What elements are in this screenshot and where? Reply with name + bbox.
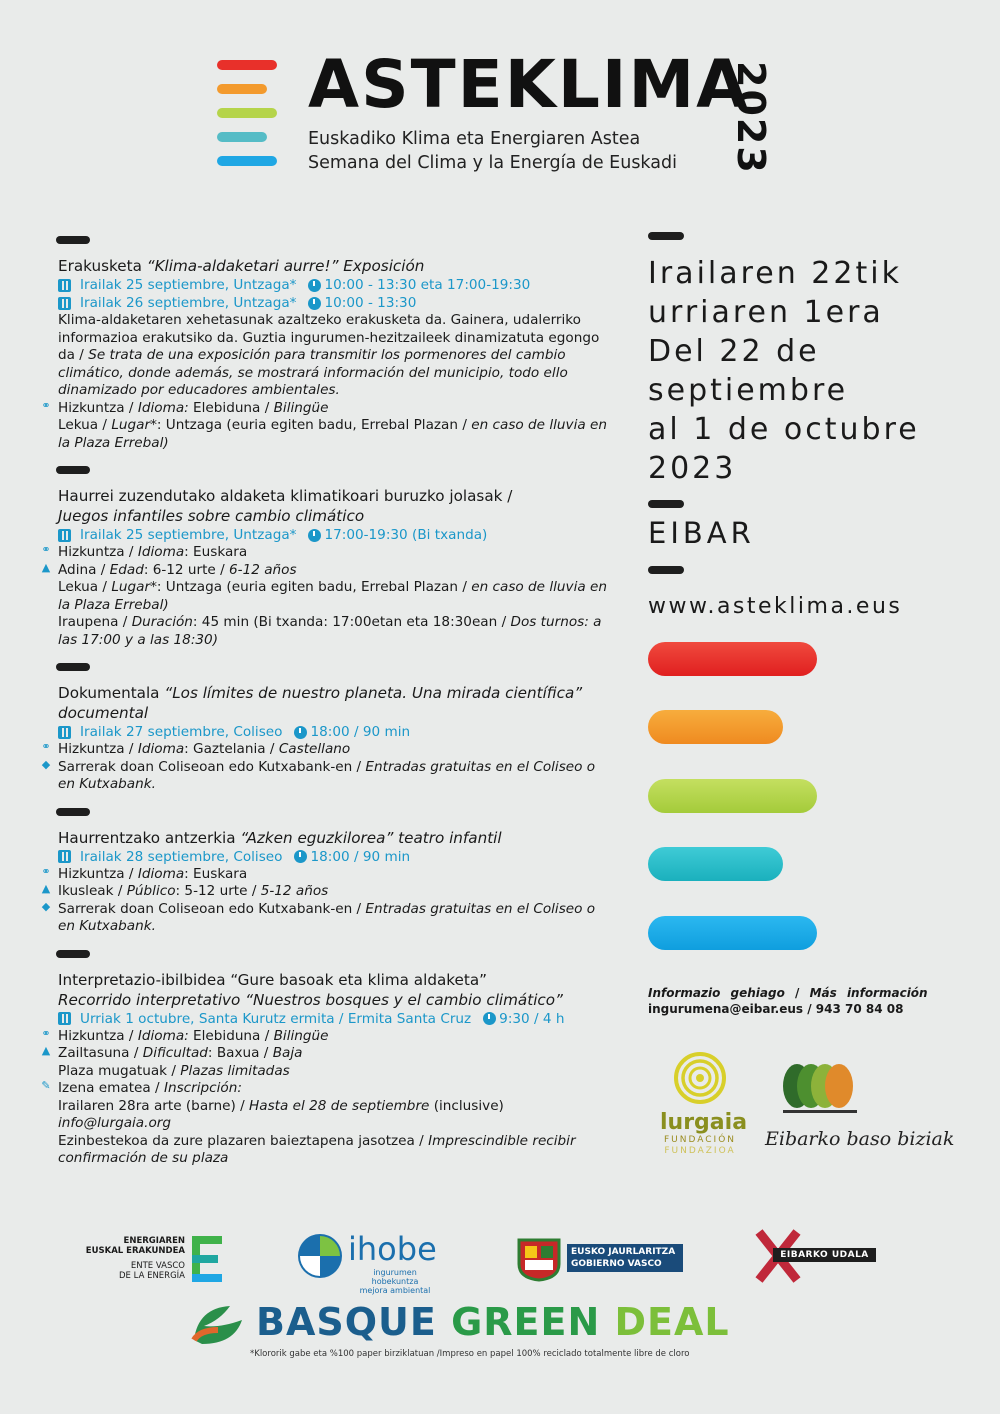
event-divider [56,808,90,816]
people-icon: ▲ [41,882,51,895]
logo-bar-blue [217,156,277,166]
city-name: EIBAR [648,516,755,550]
language-icon: ⚭ [41,1026,51,1040]
event-date-row: Irailak 28 septiembre, Coliseo 18:00 / 90 min [80,848,608,866]
clock-icon [294,726,307,739]
event-limited: Plaza mugatuak / Plazas limitadas [58,1062,290,1079]
event-theatre [41,828,608,936]
calendar-icon [58,1012,71,1025]
event-age: ▲ Adina / Edad: 6-12 urte / 6-12 años [41,560,297,578]
ticket-icon: ◆ [41,757,51,771]
color-pill-red [648,642,817,676]
event-email[interactable]: info@lurgaia.org [58,1115,171,1131]
event-difficulty: ▲ Zailtasuna / Dificultad: Baxua / Baja [41,1044,303,1061]
clock-icon [294,850,307,863]
event-title: Dokumentala “Los límites de nuestro planeta. Una mirada científica” documental [58,684,583,722]
language-icon: ⚭ [41,543,51,556]
right-divider [648,500,684,508]
eibarko-baso-biziak-logo: Eibarko baso biziak [765,1058,955,1150]
clock-icon [308,297,321,310]
event-exhibition [41,256,608,452]
language-icon: ⚭ [41,864,51,878]
spiral-icon [665,1050,735,1106]
clock-icon [308,529,321,542]
contact-info[interactable]: ingurumena@eibar.eus / 943 70 84 08 [648,1002,904,1016]
gobierno-vasco-logo: EUSKO JAURLARITZA GOBIERNO VASCO [515,1238,685,1286]
ihobe-mark-icon [296,1232,344,1280]
color-pill-blue [648,916,817,950]
language-icon: ⚭ [41,398,51,412]
event-deadline: Irailaren 28ra arte (barne) / Hasta el 28 de septiembre (inclusive) [58,1097,504,1114]
logo-bar-teal [217,132,267,142]
right-divider [648,566,684,574]
events-list [41,236,608,1182]
event-date-row: Irailak 26 septiembre, Untzaga* 10:00 - 13:30 [80,294,608,312]
mountain-icon: ▲ [41,1044,51,1057]
event-language: ⚭ Hizkuntza / Idioma: Elebiduna / Bilingüe [41,1026,329,1044]
event-registration: ✎ Izena ematea / Inscripción: [41,1079,242,1096]
basque-green-deal-logo: BASQUE GREEN DEAL [190,1300,750,1350]
right-divider [648,232,684,240]
event-date-row: Urriak 1 octubre, Santa Kurutz ermita / Ermita Santa Cruz 9:30 / 4 h [80,1010,608,1028]
event-description: Klima-aldaketaren xehetasunak azaltzeko erakusketa da. Gainera, udalerriko informazioa erakutsiko da. Guztia ingurumen-hezitzaileek dinamizatuta egongo da / Se trata de una exposición para transmitir los pormenores del cambio climático, donde además, se mostrará información del municipio, todo ello dinamizado por educadores ambientales. [58,312,600,398]
event-date-row: Irailak 27 septiembre, Coliseo 18:00 / 90 min [80,723,608,741]
calendar-icon [58,297,71,310]
event-place: Lekua / Lugar*: Untzaga (euria egiten badu, Errebal Plazan / en caso de lluvia en la Plaza Errebal) [58,417,607,451]
calendar-icon [58,726,71,739]
event-games [41,486,608,649]
ticket-icon: ◆ [41,899,51,913]
logo-bar-orange [217,84,267,94]
event-language: ⚭ Hizkuntza / Idioma: Elebiduna / Bilingüe [41,398,329,416]
brand-subtitle-es: Semana del Clima y la Energía de Euskadi [308,153,677,173]
eibarko-udala-logo: EIBARKO UDALA [755,1228,880,1284]
event-language: ⚭ Hizkuntza / Idioma: Euskara [41,864,248,882]
color-pill-orange [648,710,783,744]
event-confirmation: Ezinbestekoa da zure plazaren baieztapena jasotzea / Imprescindible recibir confirmación de su plaza [58,1132,576,1166]
event-divider [56,663,90,671]
more-info: Informazio gehiago / Más información ingurumena@eibar.eus / 943 70 84 08 [648,985,948,1017]
calendar-icon [58,529,71,542]
event-date-row: Irailak 25 septiembre, Untzaga* 10:00 - 13:30 eta 17:00-19:30 [80,276,608,294]
brand-subtitle [308,127,677,175]
brand-subtitle-eu: Euskadiko Klima eta Energiaren Astea [308,129,641,149]
event-place: Lekua / Lugar*: Untzaga (euria egiten badu, Errebal Plazan / en caso de lluvia en la Plaza Errebal) [58,579,607,613]
website-link[interactable]: www.asteklima.eus [648,594,903,619]
date-panel [648,232,968,619]
trees-icon [775,1058,865,1118]
coat-of-arms-icon [515,1238,563,1282]
lurgaia-logo: lurgaia FUNDACIÓN FUNDAZIOA [660,1050,740,1157]
event-language: ⚭ Hizkuntza / Idioma: Euskara [41,543,248,560]
event-divider [56,950,90,958]
event-tickets: ◆ Sarrerak doan Coliseoan edo Kutxabank-en / Entradas gratuitas en el Coliseo o en Kutxabank. [41,757,596,792]
calendar-icon [58,850,71,863]
language-icon: ⚭ [41,740,51,753]
event-divider [56,466,90,474]
color-pill-teal [648,847,783,881]
event-duration: Iraupena / Duración: 45 min (Bi txanda: 17:00etan eta 18:30ean / Dos turnos: a las 17:00 y a las 18:30) [58,614,602,648]
event-title: Interpretazio-ibilbidea “Gure basoak eta klima aldaketa” Recorrido interpretativo “Nuestros bosques y el cambio climático” [58,970,563,1009]
event-title: Haurrentzako antzerkia “Azken eguzkilorea” teatro infantil [58,828,502,847]
event-title: Haurrei zuzendutako aldaketa klimatikoari buruzko jolasak / Juegos infantiles sobre cambio climático [58,487,513,525]
clock-icon [483,1012,496,1025]
pen-icon: ✎ [41,1079,51,1092]
event-date-row: Irailak 25 septiembre, Untzaga* 17:00-19:30 (Bi txanda) [80,526,608,544]
footnote: *Klororik gabe eta %100 paper birziklatuan /Impreso en papel 100% reciclado totalmente libre de cloro [250,1349,690,1359]
event-documentary [41,683,608,794]
brand-year: 2023 [729,61,773,175]
calendar-icon [58,279,71,292]
logo-bar-green [217,108,277,118]
event-tickets: ◆ Sarrerak doan Coliseoan edo Kutxabank-en / Entradas gratuitas en el Coliseo o en Kutxabank. [41,899,596,934]
logo-bar-red [217,60,277,70]
event-title: Erakusketa “Klima-aldaketari aurre!” Exposición [58,257,425,275]
event-language: ⚭ Hizkuntza / Idioma: Gaztelania / Castellano [41,740,351,757]
event-divider [56,236,90,244]
event-route [41,970,608,1168]
leaf-icon [190,1300,246,1348]
festival-dates: Irailaren 22tik urriaren 1era Del 22 de septiembre al 1 de octubre 2023 [648,256,920,486]
event-audience: ▲ Ikusleak / Público: 5-12 urte / 5-12 años [41,882,329,899]
color-pill-green [648,779,817,813]
clock-icon [308,279,321,292]
asteklima-logo-bars [217,60,279,180]
brand-title: ASTEKLIMA [308,46,750,123]
ihobe-logo: ihobe ingurumen hobekuntza mejora ambiental [296,1232,446,1284]
people-icon: ▲ [41,560,51,574]
eve-mark-icon [192,1236,224,1284]
